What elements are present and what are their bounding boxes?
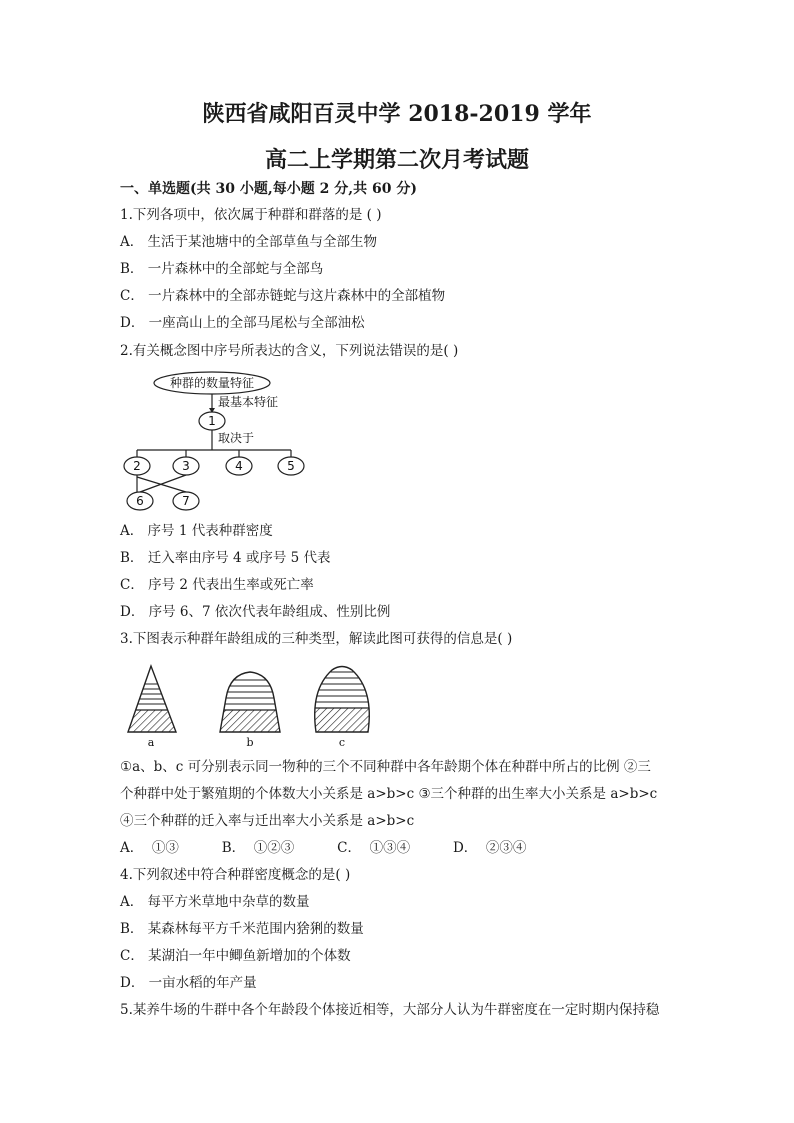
q3-options: A． ①③ B． ①②③ C． ①③④ D． ②③④ [120,840,527,856]
svg-text:3: 3 [182,459,190,473]
concept-diagram [120,370,320,520]
pyramid-c [305,667,375,750]
q2-option-a: A． 序号 1 代表种群密度 [120,523,273,539]
svg-text:4: 4 [235,459,243,473]
q3-text-line3: ④三个种群的迁入率与迁出率大小关系是 a>b>c [120,813,415,829]
diagram-edge1-label: 最基本特征 [218,395,279,409]
q4-option-a: A． 每平方米草地中杂草的数量 [120,894,310,910]
q4-option-c: C． 某湖泊一年中鲫鱼新增加的个体数 [120,948,351,964]
q4-option-d: D． 一亩水稻的年产量 [120,975,257,991]
q1-stem: 1.下列各项中，依次属于种群和群落的是 ( ) [120,207,382,223]
svg-text:2: 2 [133,459,141,473]
svg-text:1: 1 [208,414,216,428]
svg-text:a: a [147,736,155,749]
q3-stem: 3.下图表示种群年龄组成的三种类型，解读此图可获得的信息是( ) [120,631,513,647]
q1-option-c: C． 一片森林中的全部赤链蛇与这片森林中的全部植物 [120,288,446,304]
q1-option-d: D． 一座高山上的全部马尾松与全部油松 [120,315,365,331]
q2-option-c: C． 序号 2 代表出生率或死亡率 [120,577,314,593]
svg-text:5: 5 [287,459,295,473]
q2-stem: 2.有关概念图中序号所表达的含义，下列说法错误的是( ) [120,343,459,359]
diagram-edge2-label: 取决于 [218,431,255,445]
pyramid-b [215,672,285,749]
svg-text:7: 7 [182,494,190,508]
page-title-line2: 高二上学期第二次月考试题 [264,147,529,173]
q2-option-d: D． 序号 6、7 依次代表年龄组成、性别比例 [120,604,391,620]
pyramid-a [120,666,190,749]
page-title-line1: 陕西省咸阳百灵中学 2018-2019 学年 [202,101,592,127]
q5-stem: 5.某养牛场的牛群中各个年龄段个体接近相等，大部分人认为牛群密度在一定时期内保持稳 [120,1002,660,1018]
q3-text-line1: ①a、b、c 可分别表示同一物种的三个不同种群中各年龄期个体在种群中所占的比例 ②三 [120,759,651,775]
q3-text-line2: 个种群中处于繁殖期的个体数大小关系是 a>b>c ③三个种群的出生率大小关系是 a>b>c [120,786,658,802]
svg-text:6: 6 [136,494,144,508]
q2-option-b: B． 迁入率由序号 4 或序号 5 代表 [120,550,331,566]
q1-option-b: B． 一片森林中的全部蛇与全部鸟 [120,261,324,277]
svg-text:b: b [246,736,254,749]
q1-option-a: A． 生活于某池塘中的全部草鱼与全部生物 [120,234,378,250]
age-structure-figure [120,660,380,755]
diagram-root-label: 种群的数量特征 [169,376,255,390]
section-heading: 一、单选题(共 30 小题,每小题 2 分,共 60 分) [120,181,417,197]
q4-stem: 4.下列叙述中符合种群密度概念的是( ) [120,867,351,883]
q4-option-b: B． 某森林每平方千米范围内猞猁的数量 [120,921,364,937]
svg-text:c: c [338,736,346,749]
